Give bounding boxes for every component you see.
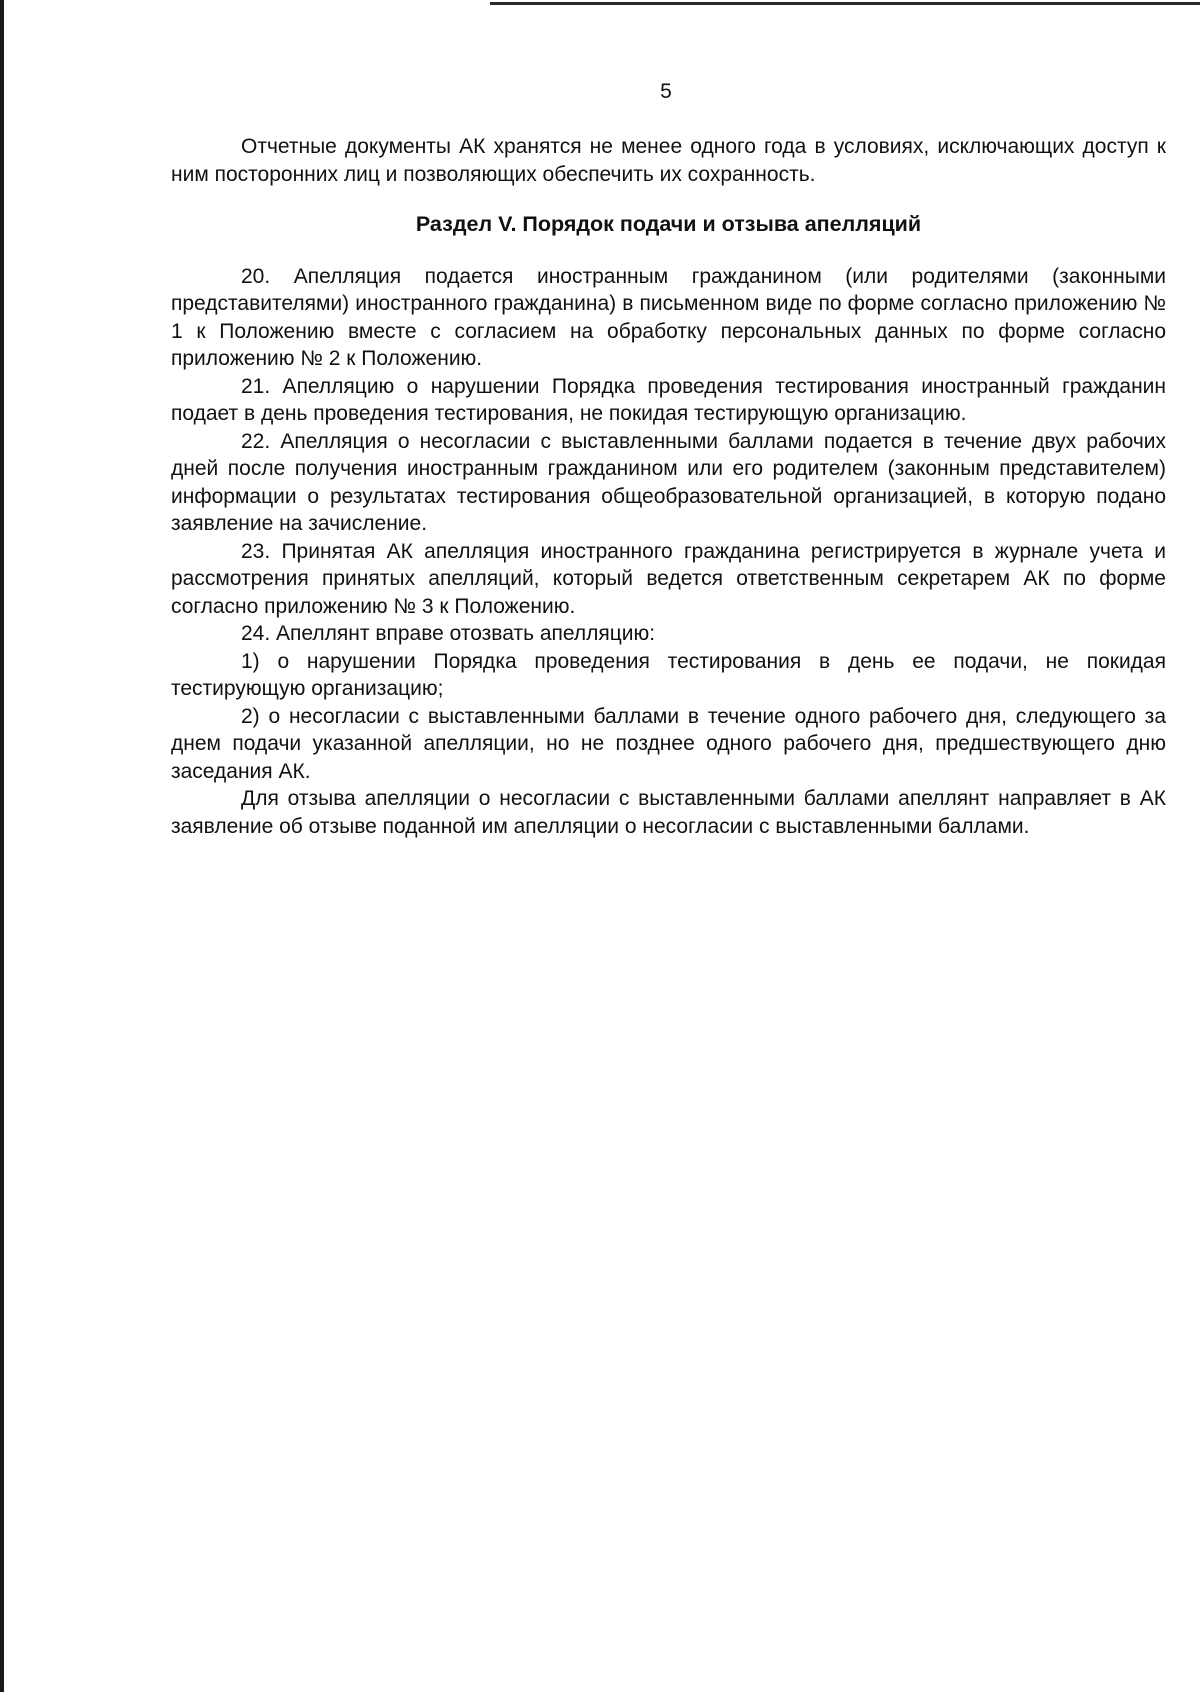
list-item-2: 2) о несогласии с выставленными баллами в течение одного рабочего дня, следующего за днем подачи указанной апелляции, но не позднее одного рабочего дня, предшествующего дню заседания АК.: [171, 704, 1166, 783]
scan-border-top: [490, 2, 1200, 5]
intro-paragraph: Отчетные документы АК хранятся не менее одного года в условиях, исключающих доступ к ним посторонних лиц и позволяющих обеспечить их сохранность.: [171, 135, 1166, 186]
paragraph-20: 20. Апелляция подается иностранным гражданином (или родителями (законными представителями) иностранного гражданина) в письменном виде по форме согласно приложению № 1 к Положению вместе с согласием на обработку персональных данных по форме согласно приложению № 2 к Положению.: [171, 264, 1166, 370]
closing-paragraph: Для отзыва апелляции о несогласии с выставленными баллами апеллянт направляет в АК заявление об отзыве поданной им апелляции о несогласии с выставленными баллами.: [171, 787, 1166, 838]
section-title: Раздел V. Порядок подачи и отзыва апелляций: [415, 212, 922, 236]
paragraph-22: 22. Апелляция о несогласии с выставленными баллами подается в течение двух рабочих дней после получения иностранным гражданином или его родителем (законным представителем) информации о результатах тестирования общеобразовательной организацией, в которую подано заявление на зачисление.: [171, 429, 1166, 535]
scan-border-left: [0, 0, 4, 1692]
list-item-1: 1) о нарушении Порядка проведения тестирования в день ее подачи, не покидая тестирующую организацию;: [171, 649, 1166, 700]
page-number: 5: [660, 80, 672, 103]
paragraph-21: 21. Апелляцию о нарушении Порядка проведения тестирования иностранный гражданин подает в день проведения тестирования, не покидая тестирующую организацию.: [171, 374, 1166, 425]
document-body: [171, 133, 1166, 840]
paragraph-23: 23. Принятая АК апелляция иностранного гражданина регистрируется в журнале учета и рассмотрения принятых апелляций, который ведется ответственным секретарем АК по форме согласно приложению № 3 к Положению.: [171, 539, 1166, 618]
paragraph-24: 24. Апеллянт вправе отозвать апелляцию:: [241, 622, 656, 645]
